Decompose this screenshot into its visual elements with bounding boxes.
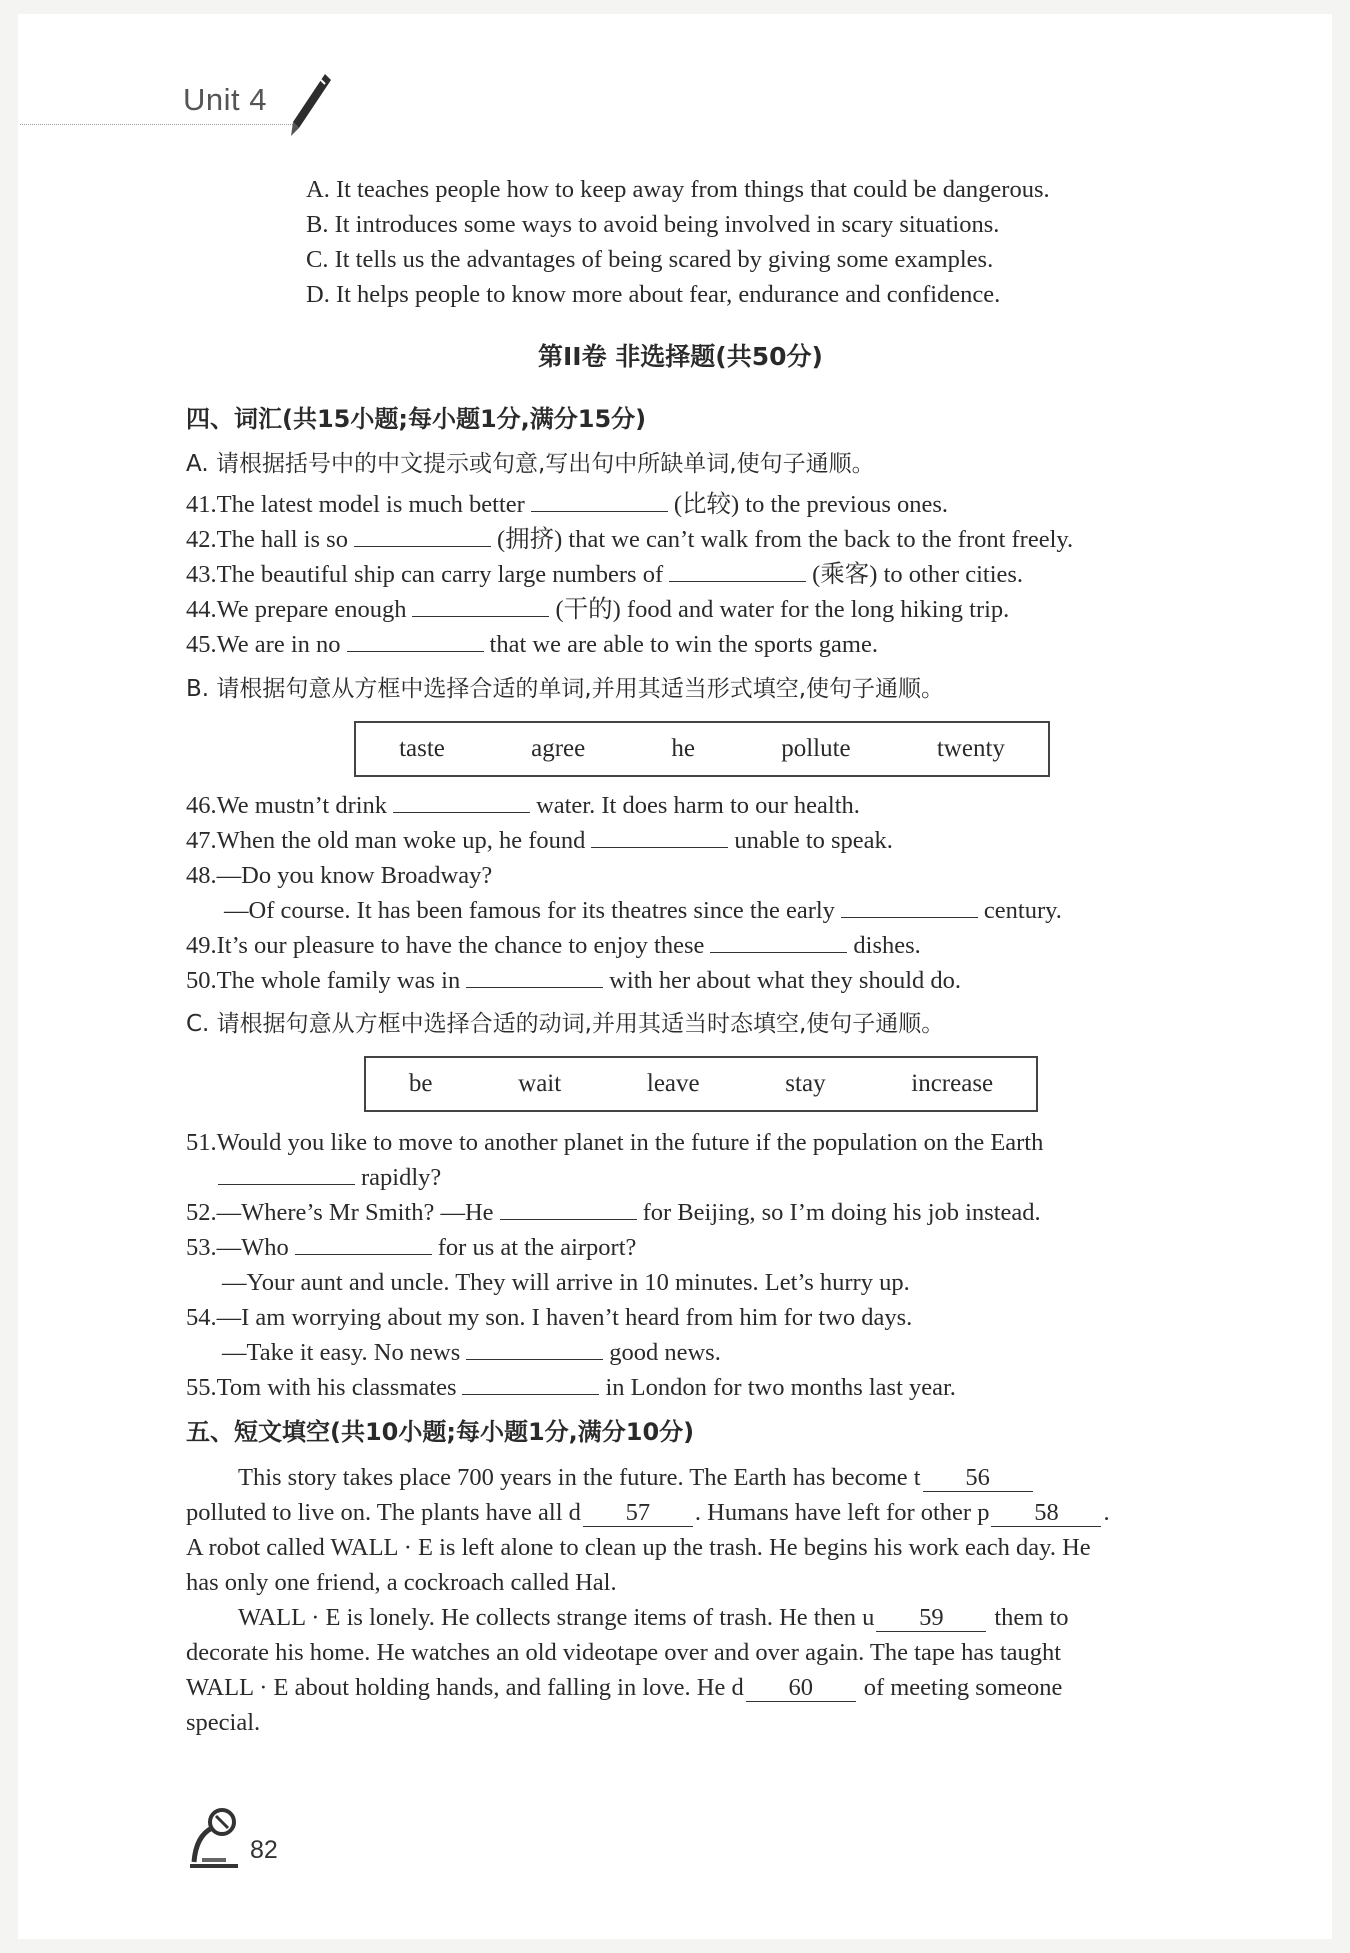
unit-title: Unit 4 bbox=[183, 82, 267, 117]
passage-p1-line2 bbox=[186, 1498, 1110, 1528]
page-number: 82 bbox=[250, 1836, 278, 1864]
question-45 bbox=[186, 630, 878, 660]
word-box-item: twenty bbox=[936, 735, 1005, 762]
passage-text: WALL · E about holding hands, and falling in love. He d bbox=[186, 1674, 744, 1701]
q55-text: 55.Tom with his classmates bbox=[186, 1374, 457, 1401]
answer-blank[interactable] bbox=[669, 561, 806, 582]
passage-p1-line1 bbox=[238, 1463, 1035, 1493]
answer-blank[interactable] bbox=[531, 491, 668, 512]
question-53-line1 bbox=[186, 1233, 636, 1263]
question-55 bbox=[186, 1373, 956, 1403]
header-rule bbox=[20, 124, 295, 125]
answer-blank[interactable] bbox=[393, 792, 530, 813]
answer-blank[interactable] bbox=[591, 827, 728, 848]
part2-title: 第II卷 非选择题(共50分) bbox=[538, 342, 823, 371]
word-box-b bbox=[354, 721, 1050, 777]
q53-text: 53.—Who bbox=[186, 1234, 289, 1261]
answer-blank[interactable] bbox=[354, 526, 491, 547]
answer-blank[interactable] bbox=[295, 1234, 432, 1255]
answer-blank[interactable] bbox=[462, 1374, 599, 1395]
q48-text: —Of course. It has been famous for its theatres since the early bbox=[224, 897, 835, 924]
option-a: A. It teaches people how to keep away from things that could be dangerous. bbox=[306, 176, 1050, 203]
section4-b-instruction: B. 请根据句意从方框中选择合适的单词,并用其适当形式填空,使句子通顺。 bbox=[186, 676, 945, 702]
option-d: D. It helps people to know more about fear, endurance and confidence. bbox=[306, 281, 1001, 308]
answer-blank[interactable] bbox=[347, 631, 484, 652]
q54-text: —Take it easy. No news bbox=[222, 1339, 461, 1366]
option-b: B. It introduces some ways to avoid being involved in scary situations. bbox=[306, 211, 1000, 238]
question-41 bbox=[186, 490, 948, 520]
question-51-line1: 51.Would you like to move to another planet in the future if the population on the Earth bbox=[186, 1129, 1044, 1156]
q45-text: 45.We are in no bbox=[186, 631, 341, 658]
q45-rest: that we are able to win the sports game. bbox=[489, 631, 878, 658]
passage-text: WALL · E is lonely. He collects strange items of trash. He then u bbox=[238, 1604, 875, 1631]
numbered-blank-60[interactable]: 60 bbox=[746, 1675, 856, 1702]
question-43 bbox=[186, 560, 1023, 590]
question-54-line1: 54.—I am worrying about my son. I haven’t heard from him for two days. bbox=[186, 1304, 913, 1331]
passage-p2-line1 bbox=[238, 1603, 1069, 1633]
question-54-line2 bbox=[222, 1338, 721, 1368]
q47-rest: unable to speak. bbox=[734, 827, 893, 854]
question-48-line1: 48.—Do you know Broadway? bbox=[186, 862, 493, 889]
q51-rest: rapidly? bbox=[361, 1164, 442, 1191]
passage-p2-line4: special. bbox=[186, 1709, 261, 1736]
q42-text: 42.The hall is so bbox=[186, 526, 348, 553]
q43-hint: (乘客) to other cities. bbox=[812, 561, 1024, 588]
pen-icon bbox=[285, 70, 335, 140]
numbered-blank-56[interactable]: 56 bbox=[923, 1465, 1033, 1492]
q49-text: 49.It’s our pleasure to have the chance to enjoy these bbox=[186, 932, 705, 959]
numbered-blank-58[interactable]: 58 bbox=[991, 1500, 1101, 1527]
answer-blank[interactable] bbox=[466, 1339, 603, 1360]
answer-blank[interactable] bbox=[710, 932, 847, 953]
q41-hint: (比较) to the previous ones. bbox=[673, 491, 949, 518]
question-46 bbox=[186, 791, 860, 821]
q44-text: 44.We prepare enough bbox=[186, 596, 407, 623]
word-box-item: increase bbox=[911, 1070, 994, 1097]
q55-rest: in London for two months last year. bbox=[605, 1374, 956, 1401]
q54-rest: good news. bbox=[609, 1339, 721, 1366]
passage-text: them to bbox=[994, 1604, 1069, 1631]
question-48-line2 bbox=[224, 896, 1062, 926]
numbered-blank-59[interactable]: 59 bbox=[876, 1605, 986, 1632]
answer-blank[interactable] bbox=[218, 1164, 355, 1185]
passage-p1-line3: A robot called WALL · E is left alone to clean up the trash. He begins his work each day. He bbox=[186, 1534, 1091, 1561]
word-box-item: pollute bbox=[781, 735, 851, 762]
question-44 bbox=[186, 595, 1009, 625]
word-box-item: he bbox=[671, 735, 696, 762]
passage-text: of meeting someone bbox=[863, 1674, 1063, 1701]
question-42 bbox=[186, 525, 1073, 555]
question-47 bbox=[186, 826, 893, 856]
passage-p1-line4: has only one friend, a cockroach called Hal. bbox=[186, 1569, 617, 1596]
option-c: C. It tells us the advantages of being scared by giving some examples. bbox=[306, 246, 994, 273]
q50-rest: with her about what they should do. bbox=[609, 967, 961, 994]
answer-blank[interactable] bbox=[841, 897, 978, 918]
section4-c-instruction: C. 请根据句意从方框中选择合适的动词,并用其适当时态填空,使句子通顺。 bbox=[186, 1011, 945, 1037]
q46-rest: water. It does harm to our health. bbox=[536, 792, 860, 819]
word-box-c bbox=[364, 1056, 1038, 1112]
q50-text: 50.The whole family was in bbox=[186, 967, 461, 994]
word-box-item: stay bbox=[785, 1070, 826, 1097]
passage-text: . Humans have left for other p bbox=[694, 1499, 990, 1526]
numbered-blank-57[interactable]: 57 bbox=[583, 1500, 693, 1527]
question-50 bbox=[186, 966, 961, 996]
answer-blank[interactable] bbox=[500, 1199, 637, 1220]
q44-hint: (干的) food and water for the long hiking trip. bbox=[555, 596, 1010, 623]
question-51-line2 bbox=[218, 1163, 441, 1193]
q48-rest: century. bbox=[983, 897, 1062, 924]
q52-rest: for Beijing, so I’m doing his job instead. bbox=[642, 1199, 1041, 1226]
word-box-item: be bbox=[408, 1070, 433, 1097]
lamp-icon bbox=[182, 1806, 246, 1870]
answer-blank[interactable] bbox=[412, 596, 549, 617]
passage-text: . bbox=[1103, 1499, 1110, 1526]
word-box-item: taste bbox=[399, 735, 445, 762]
word-box-item: wait bbox=[518, 1070, 562, 1097]
section4-title: 四、词汇(共15小题;每小题1分,满分15分) bbox=[186, 405, 647, 433]
q42-hint: (拥挤) that we can’t walk from the back to the front freely. bbox=[496, 526, 1074, 553]
word-box-item: leave bbox=[646, 1070, 700, 1097]
question-49 bbox=[186, 931, 921, 961]
q43-text: 43.The beautiful ship can carry large numbers of bbox=[186, 561, 664, 588]
section5-title: 五、短文填空(共10小题;每小题1分,满分10分) bbox=[186, 1418, 695, 1446]
answer-blank[interactable] bbox=[466, 967, 603, 988]
q53-rest: for us at the airport? bbox=[437, 1234, 637, 1261]
passage-text: polluted to live on. The plants have all d bbox=[186, 1499, 581, 1526]
section4-a-instruction: A. 请根据括号中的中文提示或句意,写出句中所缺单词,使句子通顺。 bbox=[186, 451, 875, 477]
passage-p2-line3 bbox=[186, 1673, 1062, 1703]
passage-text: This story takes place 700 years in the future. The Earth has become t bbox=[238, 1464, 921, 1491]
q47-text: 47.When the old man woke up, he found bbox=[186, 827, 586, 854]
question-53-line2: —Your aunt and uncle. They will arrive in 10 minutes. Let’s hurry up. bbox=[222, 1269, 910, 1296]
question-52 bbox=[186, 1198, 1041, 1228]
q41-text: 41.The latest model is much better bbox=[186, 491, 525, 518]
q52-text: 52.—Where’s Mr Smith? —He bbox=[186, 1199, 494, 1226]
q49-rest: dishes. bbox=[853, 932, 921, 959]
word-box-item: agree bbox=[531, 735, 586, 762]
q46-text: 46.We mustn’t drink bbox=[186, 792, 388, 819]
passage-p2-line2: decorate his home. He watches an old videotape over and over again. The tape has taught bbox=[186, 1639, 1062, 1666]
